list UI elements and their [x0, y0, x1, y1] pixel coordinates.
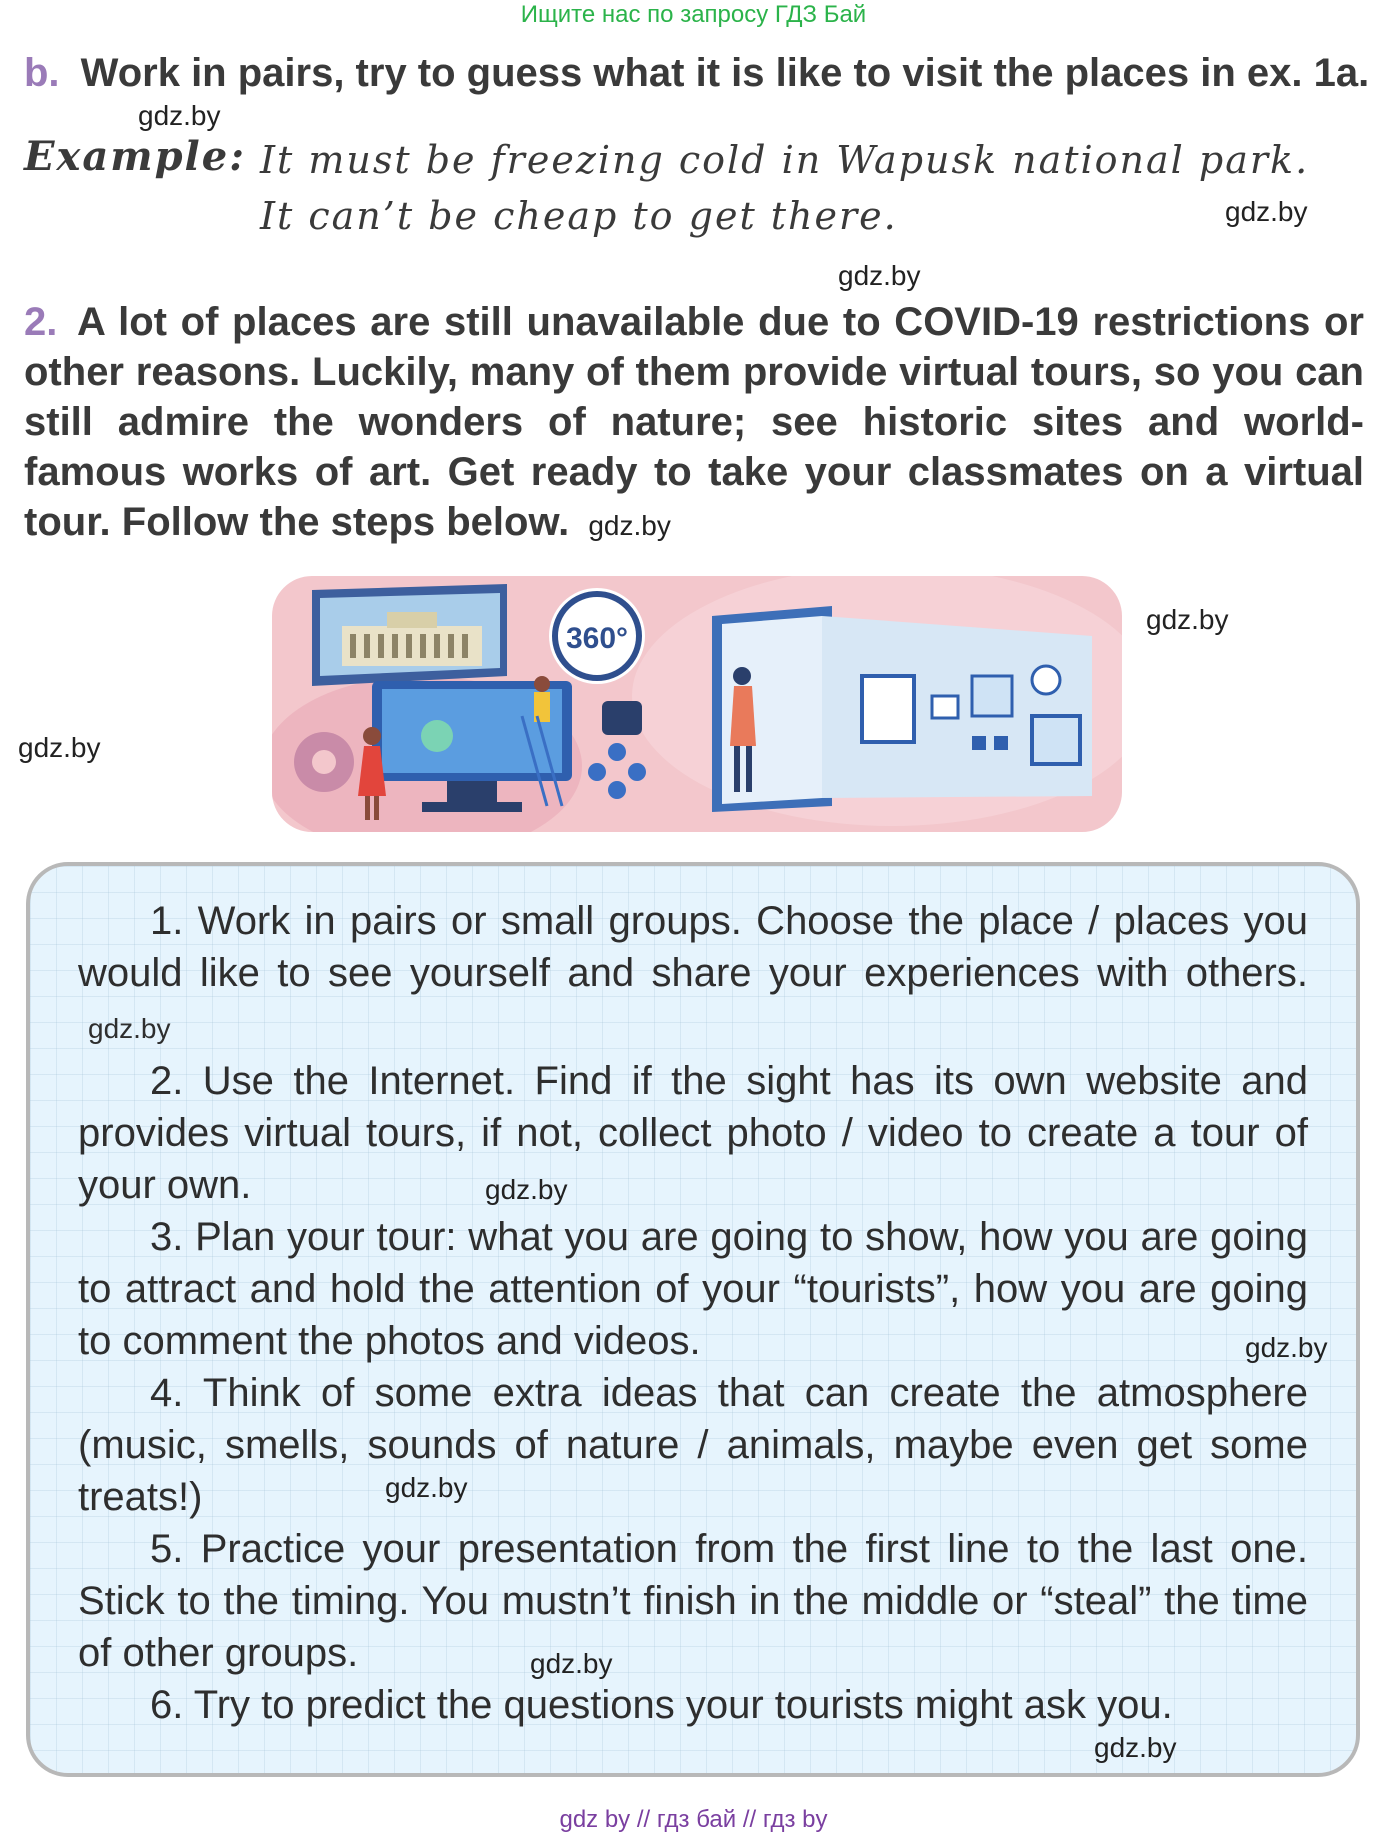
task-2: [24, 297, 1364, 547]
360-badge-text: 360°: [565, 622, 629, 655]
step-number: 1.: [150, 899, 184, 943]
step-item-3: [78, 1211, 1308, 1367]
navigation-arrows-icon: [588, 743, 646, 799]
example-label: Example:: [24, 133, 246, 180]
step-number: 6.: [150, 1683, 184, 1727]
example-line-2: It can’t be cheap to get there.: [260, 194, 898, 238]
task-2-number: 2.: [24, 300, 58, 344]
step-item-5: [78, 1523, 1308, 1679]
360-rotation-icon: [549, 588, 645, 684]
watermark: gdz.by: [485, 1174, 568, 1205]
gallery-room-icon: [712, 606, 1092, 812]
example-line-1: It must be freezing cold in Wapusk national park.: [260, 138, 1310, 182]
task-b: [24, 48, 1370, 98]
step-text: Try to predict the questions your tourists might ask you.: [193, 1683, 1173, 1727]
watermark: gdz.by: [88, 1013, 171, 1044]
step-item-4: [78, 1367, 1308, 1523]
watermark: gdz.by: [1245, 1332, 1328, 1363]
building-panorama-icon: [312, 584, 507, 686]
watermark: gdz.by: [18, 732, 101, 763]
watermark: gdz.by: [1146, 604, 1229, 635]
virtual-tour-illustration: [272, 576, 1122, 832]
task-b-text: Work in pairs, try to guess what it is like to visit the places in ex. 1a.: [80, 51, 1370, 95]
step-item-6: [78, 1679, 1308, 1731]
step-number: 3.: [150, 1215, 184, 1259]
task-2-text: A lot of places are still unavailable due to COVID-19 restrictions or other reasons. Luckily, many of them provide virtual tours, so you can still admire the wonders of nature; see historic sites and world-famous works of art. Get ready to take your classmates on a virtual tour. Follow the steps below.: [24, 300, 1364, 544]
watermark: gdz.by: [1225, 196, 1308, 227]
thumbs-up-icon: [602, 701, 642, 735]
gear-icon: [294, 732, 354, 792]
bottom-links[interactable]: gdz by // гдз бай // гдз by: [559, 1806, 828, 1833]
step-number: 4.: [150, 1371, 184, 1415]
watermark: gdz.by: [838, 260, 921, 291]
step-number: 5.: [150, 1527, 184, 1571]
watermark: gdz.by: [588, 510, 671, 541]
watermark: gdz.by: [1094, 1732, 1177, 1763]
steps-list: [78, 895, 1308, 1731]
top-search-link[interactable]: Ищите нас по запросу ГДЗ Бай: [520, 1, 867, 28]
watermark: gdz.by: [530, 1648, 613, 1679]
step-text: Practice your presentation from the first line to the last one. Stick to the timing. You mustn’t finish in the middle or “steal” the time of other groups.: [78, 1527, 1308, 1675]
step-text: Think of some extra ideas that can create the atmosphere (music, smells, sounds of nature / animals, maybe even get some treats!): [78, 1371, 1309, 1519]
watermark: gdz.by: [385, 1472, 468, 1503]
step-text: Plan your tour: what you are going to show, how you are going to attract and hold the attention of your “tourists”, how you are going to comment the photos and videos.: [78, 1215, 1308, 1363]
step-number: 2.: [150, 1059, 184, 1103]
task-b-number: b.: [24, 51, 60, 95]
watermark: gdz.by: [138, 100, 221, 131]
step-text: Use the Internet. Find if the sight has its own website and provides virtual tours, if not, collect photo / video to create a tour of your own.: [78, 1059, 1308, 1207]
virtual-tour-artwork: [272, 576, 1122, 832]
step-item-2: [78, 1055, 1308, 1211]
step-text: Work in pairs or small groups. Choose the place / places you would like to see yourself and share your experiences with others.: [78, 899, 1308, 995]
step-item-1: [78, 895, 1308, 1055]
